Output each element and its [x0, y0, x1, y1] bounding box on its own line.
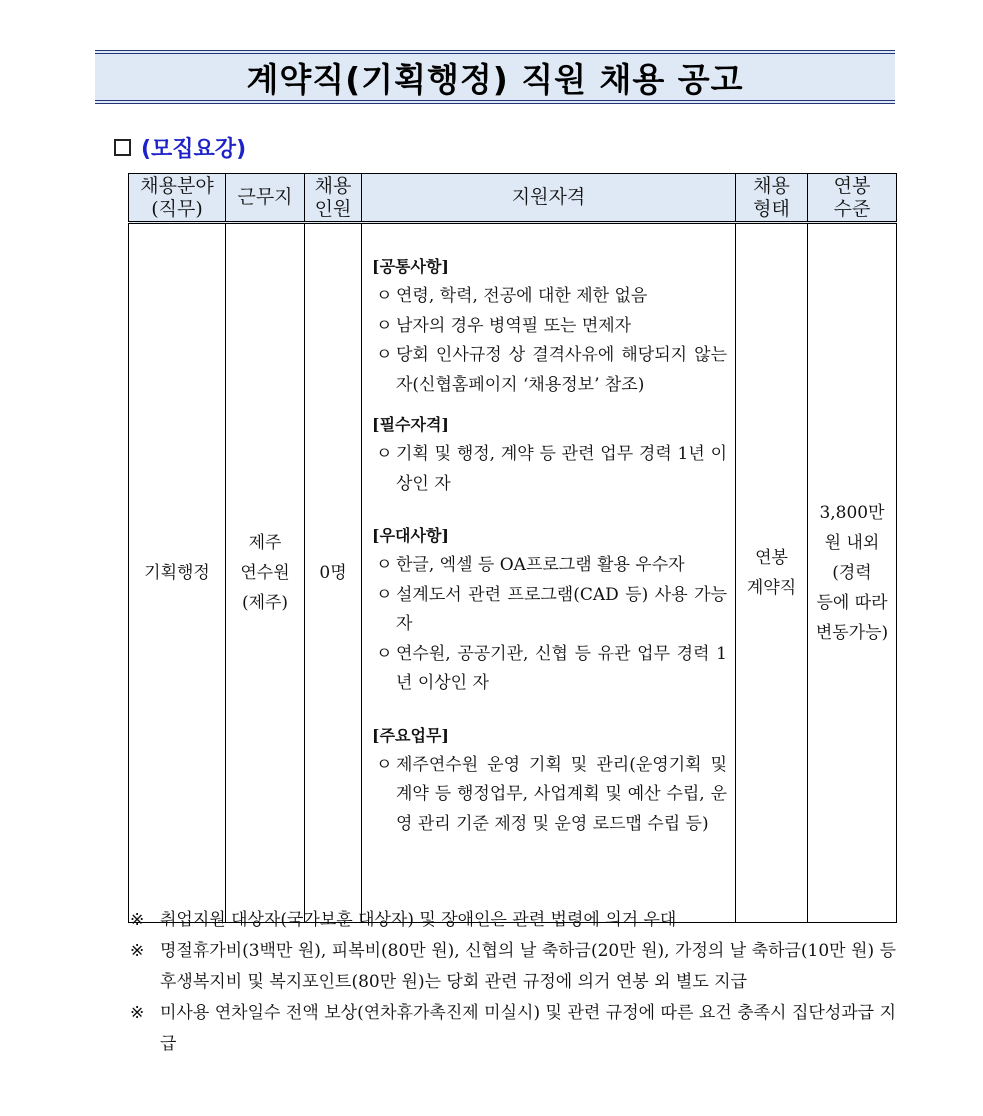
- table-row: [129, 223, 897, 923]
- bullet-icon: ㅇ: [376, 444, 393, 464]
- qual-group-preferred: [372, 521, 727, 699]
- note-mark-icon: ※: [130, 910, 145, 930]
- bullet-icon: ㅇ: [376, 315, 393, 336]
- qual-heading: [공통사항]: [372, 257, 449, 276]
- qual-group-common: [372, 252, 727, 400]
- note-item: [128, 936, 896, 998]
- note-mark-icon: ※: [130, 941, 145, 961]
- list-item-text: 제주연수원 운영 기획 및 관리(운영기획 및 계약 등 행정업무, 사업계획 및 예산 수립, 운영 관리 기준 제정 및 운영 로드맵 수립 등): [396, 754, 727, 834]
- cell-type: 연봉 계약직: [736, 223, 808, 923]
- page-title: 계약직(기획행정) 직원 채용 공고: [246, 59, 744, 99]
- cell-count: 0명: [305, 223, 362, 923]
- cell-field: 기획행정: [129, 223, 226, 923]
- list-item-text: 기획 및 행정, 계약 등 관련 업무 경력 1년 이상인 자: [396, 444, 727, 494]
- header-qualifications: 지원자격: [362, 174, 736, 223]
- header-location: 근무지: [226, 174, 305, 223]
- qual-group-required: [372, 410, 727, 499]
- bullet-icon: ㅇ: [376, 584, 393, 605]
- cell-salary: 3,800만 원 내외 (경력 등에 따라 변동가능): [808, 223, 897, 923]
- title-banner: [95, 50, 895, 104]
- header-count: 채용 인원: [305, 174, 362, 223]
- header-type: 채용 형태: [736, 174, 808, 223]
- note-item: [128, 998, 896, 1060]
- cell-qualifications: [362, 223, 736, 923]
- list-item: [372, 551, 727, 581]
- qual-heading: [우대사항]: [372, 526, 449, 545]
- list-item: [372, 581, 727, 640]
- bullet-icon: ㅇ: [376, 345, 393, 365]
- list-item: [372, 440, 727, 499]
- section-heading: [114, 132, 246, 163]
- qual-group-duties: [372, 721, 727, 840]
- note-item: [128, 905, 896, 936]
- checkbox-icon: [114, 139, 131, 156]
- list-item: [372, 312, 727, 342]
- list-item-text: 연수원, 공공기관, 신협 등 유관 업무 경력 1년 이상인 자: [396, 643, 727, 693]
- bullet-icon: ㅇ: [376, 555, 393, 575]
- bullet-icon: ㅇ: [376, 286, 393, 306]
- list-item-text: 연령, 학력, 전공에 대한 제한 없음: [396, 286, 648, 306]
- list-item: [372, 751, 727, 840]
- header-salary: 연봉 수준: [808, 174, 897, 223]
- note-text: 명절휴가비(3백만 원), 피복비(80만 원), 신협의 날 축하금(20만 원), 가정의 날 축하금(10만 원) 등 후생복지비 및 복지포인트(80만 원)는 당회 관련 규정에 의거 연봉 외 별도 지급: [160, 941, 896, 992]
- list-item-text: 설계도서 관련 프로그램(CAD 등) 사용 가능자: [396, 584, 727, 634]
- notes-section: [128, 905, 896, 1060]
- note-mark-icon: ※: [130, 1003, 145, 1023]
- bullet-icon: ㅇ: [376, 643, 393, 664]
- section-label: (모집요강): [141, 137, 247, 162]
- list-item: [372, 640, 727, 699]
- list-item-text: 한글, 엑셀 등 OA프로그램 활용 우수자: [396, 555, 685, 575]
- qual-heading: [필수자격]: [372, 415, 449, 434]
- list-item: [372, 282, 727, 312]
- list-item-text: 당회 인사규정 상 결격사유에 해당되지 않는 자(신협홈페이지 ‘채용정보’ 참조): [396, 345, 727, 395]
- note-text: 취업지원 대상자(국가보훈 대상자) 및 장애인은 관련 법령에 의거 우대: [160, 910, 677, 930]
- note-text: 미사용 연차일수 전액 보상(연차휴가촉진제 미실시) 및 관련 규정에 따른 요건 충족시 집단성과급 지급: [160, 1003, 896, 1054]
- table-header-row: [129, 174, 897, 223]
- bullet-icon: ㅇ: [376, 754, 393, 775]
- list-item: [372, 341, 727, 400]
- cell-location: 제주 연수원 (제주): [226, 223, 305, 923]
- list-item-text: 남자의 경우 병역필 또는 면제자: [396, 315, 632, 336]
- recruitment-table: [128, 173, 897, 923]
- header-field: 채용분야 (직무): [129, 174, 226, 223]
- qual-heading: [주요업무]: [372, 725, 449, 745]
